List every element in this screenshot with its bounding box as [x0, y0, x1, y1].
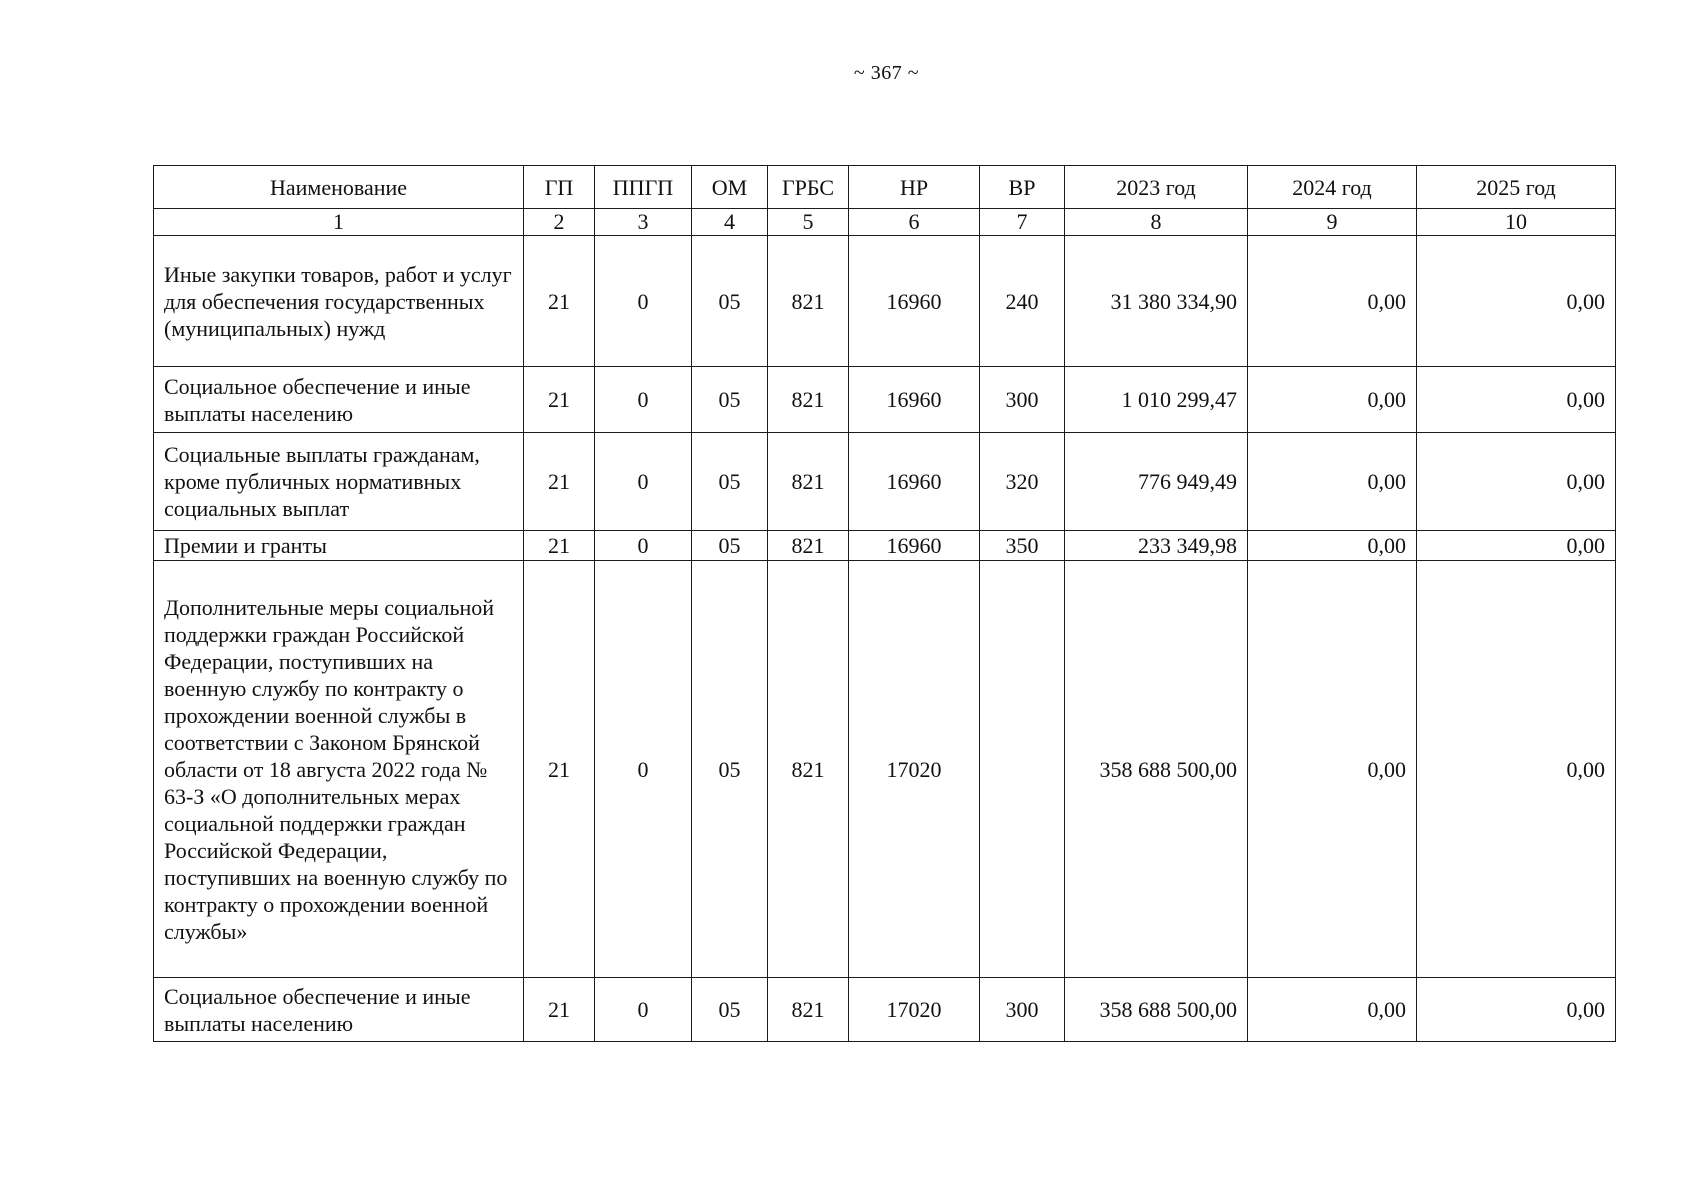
row-ppgp: 0	[595, 531, 692, 561]
header-row	[154, 166, 1616, 209]
table-row	[154, 367, 1616, 433]
header-vr: ВР	[980, 166, 1065, 209]
row-vr: 240	[980, 236, 1065, 367]
row-name: Иные закупки товаров, работ и услуг для обеспечения государственных (муниципальных) нужд	[154, 236, 524, 367]
row-gp: 21	[524, 978, 595, 1042]
row-grbs: 821	[768, 367, 849, 433]
budget-table	[153, 165, 1616, 1042]
column-number: 8	[1065, 209, 1248, 236]
row-amount-2023: 31 380 334,90	[1065, 236, 1248, 367]
header-2024: 2024 год	[1248, 166, 1417, 209]
row-amount-2025: 0,00	[1417, 433, 1616, 531]
row-amount-2024: 0,00	[1248, 236, 1417, 367]
header-grbs: ГРБС	[768, 166, 849, 209]
table-row	[154, 236, 1616, 367]
table-row	[154, 978, 1616, 1042]
row-name: Премии и гранты	[154, 531, 524, 561]
row-om: 05	[692, 367, 768, 433]
row-ppgp: 0	[595, 561, 692, 978]
row-gp: 21	[524, 236, 595, 367]
row-vr: 320	[980, 433, 1065, 531]
row-vr	[980, 561, 1065, 978]
row-ppgp: 0	[595, 367, 692, 433]
table-row	[154, 433, 1616, 531]
row-grbs: 821	[768, 561, 849, 978]
row-gp: 21	[524, 561, 595, 978]
row-gp: 21	[524, 433, 595, 531]
row-ppgp: 0	[595, 236, 692, 367]
row-om: 05	[692, 236, 768, 367]
row-vr: 300	[980, 978, 1065, 1042]
row-gp: 21	[524, 367, 595, 433]
row-name: Социальные выплаты гражданам, кроме публичных нормативных социальных выплат	[154, 433, 524, 531]
column-number: 5	[768, 209, 849, 236]
header-name: Наименование	[154, 166, 524, 209]
row-amount-2025: 0,00	[1417, 236, 1616, 367]
row-amount-2025: 0,00	[1417, 367, 1616, 433]
header-2025: 2025 год	[1417, 166, 1616, 209]
header-om: ОМ	[692, 166, 768, 209]
row-amount-2025: 0,00	[1417, 561, 1616, 978]
row-name: Социальное обеспечение и иные выплаты населению	[154, 978, 524, 1042]
row-nr: 17020	[849, 978, 980, 1042]
header-ppgp: ППГП	[595, 166, 692, 209]
page-number: ~ 367 ~	[853, 62, 920, 84]
row-om: 05	[692, 561, 768, 978]
column-number: 1	[154, 209, 524, 236]
row-amount-2023: 776 949,49	[1065, 433, 1248, 531]
column-number-row	[154, 209, 1616, 236]
header-nr: НР	[849, 166, 980, 209]
column-number: 2	[524, 209, 595, 236]
row-ppgp: 0	[595, 978, 692, 1042]
table-row	[154, 561, 1616, 978]
row-nr: 17020	[849, 561, 980, 978]
table-row	[154, 531, 1616, 561]
row-gp: 21	[524, 531, 595, 561]
header-2023: 2023 год	[1065, 166, 1248, 209]
row-amount-2024: 0,00	[1248, 367, 1417, 433]
row-vr: 300	[980, 367, 1065, 433]
column-number: 3	[595, 209, 692, 236]
row-name: Дополнительные меры социальной поддержки граждан Российской Федерации, поступивших на военную службу по контракту о прохождении военной службы в соответствии с Законом Брянской области от 18 августа 2022 года № 63-З «О дополнительных мерах социальной поддержки граждан Российской Федерации, поступивших на военную службу по контракту о прохождении военной службы»	[154, 561, 524, 978]
row-om: 05	[692, 531, 768, 561]
row-nr: 16960	[849, 433, 980, 531]
row-amount-2024: 0,00	[1248, 978, 1417, 1042]
row-vr: 350	[980, 531, 1065, 561]
column-number: 6	[849, 209, 980, 236]
row-amount-2023: 233 349,98	[1065, 531, 1248, 561]
column-number: 10	[1417, 209, 1616, 236]
row-nr: 16960	[849, 531, 980, 561]
row-amount-2023: 358 688 500,00	[1065, 978, 1248, 1042]
row-amount-2024: 0,00	[1248, 433, 1417, 531]
column-number: 7	[980, 209, 1065, 236]
row-nr: 16960	[849, 236, 980, 367]
column-number: 4	[692, 209, 768, 236]
row-grbs: 821	[768, 236, 849, 367]
row-nr: 16960	[849, 367, 980, 433]
row-grbs: 821	[768, 433, 849, 531]
row-grbs: 821	[768, 531, 849, 561]
column-number: 9	[1248, 209, 1417, 236]
header-gp: ГП	[524, 166, 595, 209]
row-amount-2023: 1 010 299,47	[1065, 367, 1248, 433]
row-amount-2023: 358 688 500,00	[1065, 561, 1248, 978]
row-om: 05	[692, 433, 768, 531]
row-grbs: 821	[768, 978, 849, 1042]
row-amount-2024: 0,00	[1248, 531, 1417, 561]
row-amount-2025: 0,00	[1417, 978, 1616, 1042]
row-amount-2024: 0,00	[1248, 561, 1417, 978]
row-om: 05	[692, 978, 768, 1042]
row-ppgp: 0	[595, 433, 692, 531]
row-name: Социальное обеспечение и иные выплаты населению	[154, 367, 524, 433]
row-amount-2025: 0,00	[1417, 531, 1616, 561]
